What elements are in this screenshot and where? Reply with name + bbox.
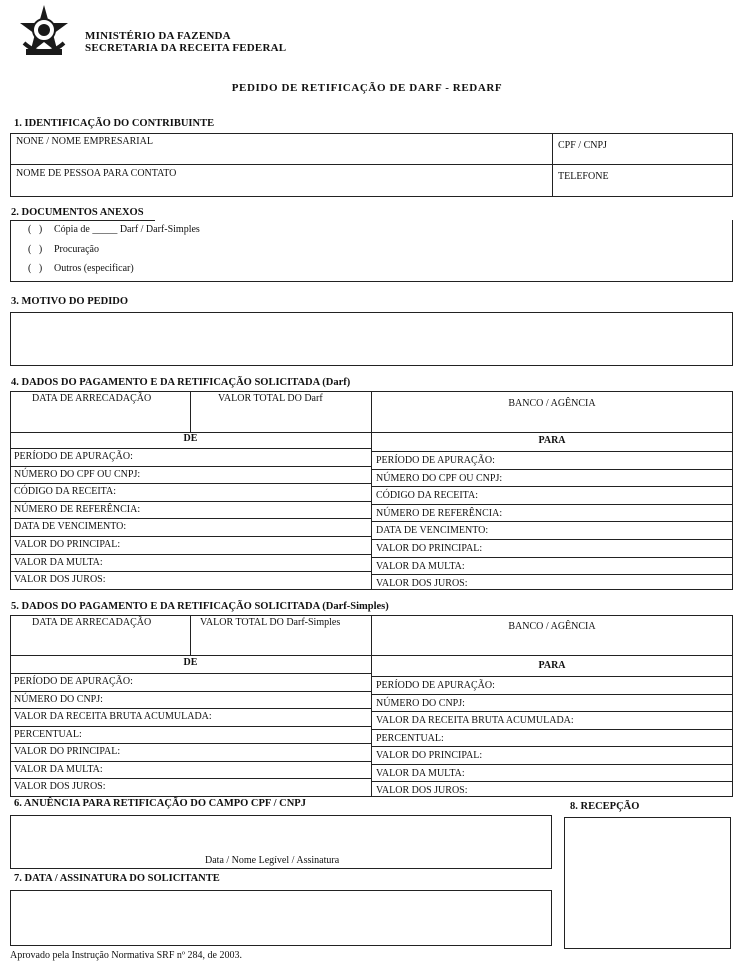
section4-de-row-2[interactable]: CÓDIGO DA RECEITA: [14,486,116,498]
section5-de-row-5[interactable]: VALOR DA MULTA: [14,763,103,775]
darf-collection-date-field[interactable]: DATA DE ARRECADAÇÃO [32,393,152,404]
darf-para-header: PARA [538,435,566,446]
section4-para-row-6[interactable]: VALOR DA MULTA: [376,560,465,572]
contact-name-field[interactable]: NOME DE PESSOA PARA CONTATO [16,168,177,179]
company-name-field[interactable]: NONE / NOME EMPRESARIAL [16,136,153,147]
section4-de-row-5[interactable]: VALOR DO PRINCIPAL: [14,539,121,550]
ministry-name: MINISTÉRIO DA FAZENDA [85,30,231,42]
darf-de-header: DE [183,433,198,444]
coat-of-arms-icon [16,3,72,59]
section4-para-row-2[interactable]: CÓDIGO DA RECEITA: [376,490,478,502]
section4-de-row-0[interactable]: PERÍODO DE APURAÇÃO: [14,451,133,462]
attachment-other-label: Outros (especificar) [54,263,134,274]
requester-signature-field[interactable] [10,890,552,946]
section4-de-row-4[interactable]: DATA DE VENCIMENTO: [14,521,127,533]
section5-para-row-4[interactable]: VALOR DO PRINCIPAL: [376,750,483,761]
section4-de-row-6[interactable]: VALOR DA MULTA: [14,556,103,568]
simples-para-header: PARA [538,660,566,671]
secretariat-name: SECRETARIA DA RECEITA FEDERAL [85,42,287,54]
consent-signature-caption: Data / Nome Legível / Assinatura [205,855,340,866]
section6-heading: 6. ANUÊNCIA PARA RETIFICAÇÃO DO CAMPO CPF / CNPJ [14,798,306,809]
form-title: PEDIDO DE RETIFICAÇÃO DE DARF - REDARF [231,82,503,94]
section4-de-row-1[interactable]: NÚMERO DO CPF OU CNPJ: [14,468,141,480]
attachment-copy-checkbox[interactable]: ( ) Cópia de _____ Darf / Darf-Simples [28,224,200,235]
section5-de-row-3[interactable]: PERCENTUAL: [14,728,82,740]
cpf-cnpj-field[interactable]: CPF / CNPJ [558,140,607,151]
section7-heading: 7. DATA / ASSINATURA DO SOLICITANTE [14,873,220,884]
simples-total-value-field[interactable]: VALOR TOTAL DO Darf-Simples [200,617,341,628]
section4-para-row-3[interactable]: NÚMERO DE REFERÊNCIA: [376,507,503,519]
section8-heading: 8. RECEPÇÃO [570,801,640,812]
section1-heading: 1. IDENTIFICAÇÃO DO CONTRIBUINTE [14,118,215,129]
section2-heading: 2. DOCUMENTOS ANEXOS [11,207,144,218]
section5-de-row-0[interactable]: PERÍODO DE APURAÇÃO: [14,676,133,687]
section5-para-row-6[interactable]: VALOR DOS JUROS: [376,785,468,796]
section5-para-row-3[interactable]: PERCENTUAL: [376,732,444,744]
section5-para-row-5[interactable]: VALOR DA MULTA: [376,767,465,779]
section5-de-row-6[interactable]: VALOR DOS JUROS: [14,781,106,792]
section3-heading: 3. MOTIVO DO PEDIDO [11,296,129,307]
section4-de-row-3[interactable]: NÚMERO DE REFERÊNCIA: [14,503,141,515]
simples-collection-date-field[interactable]: DATA DE ARRECADAÇÃO [32,617,152,628]
section4-para-row-5[interactable]: VALOR DO PRINCIPAL: [376,543,483,554]
section5-de-row-2[interactable]: VALOR DA RECEITA BRUTA ACUMULADA: [14,711,212,722]
darf-total-value-field[interactable]: VALOR TOTAL DO Darf [218,393,323,404]
section5-de-row-4[interactable]: VALOR DO PRINCIPAL: [14,746,121,757]
section5-para-row-1[interactable]: NÚMERO DO CNPJ: [376,697,465,709]
section5-de-row-1[interactable]: NÚMERO DO CNPJ: [14,693,103,705]
attachment-copy-label: Cópia de _____ Darf / Darf-Simples [54,224,200,235]
section4-para-row-1[interactable]: NÚMERO DO CPF OU CNPJ: [376,472,503,484]
simples-bank-agency-field[interactable]: BANCO / AGÊNCIA [508,621,596,632]
approval-footer: Aprovado pela Instrução Normativa SRF nº 284, de 2003. [10,950,242,961]
request-reason-field[interactable] [10,312,733,366]
attachment-proxy-checkbox[interactable]: ( ) Procuração [28,244,99,255]
reception-box[interactable] [564,817,731,949]
darf-bank-agency-field[interactable]: BANCO / AGÊNCIA [508,398,596,409]
section5-heading: 5. DADOS DO PAGAMENTO E DA RETIFICAÇÃO SOLICITADA (Darf-Simples) [11,601,389,612]
attachment-other-checkbox[interactable]: ( ) Outros (especificar) [28,263,134,274]
section5-para-row-0[interactable]: PERÍODO DE APURAÇÃO: [376,680,495,691]
section5-para-row-2[interactable]: VALOR DA RECEITA BRUTA ACUMULADA: [376,715,574,726]
section4-para-row-7[interactable]: VALOR DOS JUROS: [376,578,468,590]
section4-de-row-7[interactable]: VALOR DOS JUROS: [14,574,106,586]
phone-field[interactable]: TELEFONE [558,171,609,182]
section4-para-row-0[interactable]: PERÍODO DE APURAÇÃO: [376,455,495,466]
section4-heading: 4. DADOS DO PAGAMENTO E DA RETIFICAÇÃO SOLICITADA (Darf) [11,377,351,388]
attachment-proxy-label: Procuração [54,244,99,255]
section4-para-row-4[interactable]: DATA DE VENCIMENTO: [376,525,489,537]
simples-de-header: DE [183,657,198,668]
